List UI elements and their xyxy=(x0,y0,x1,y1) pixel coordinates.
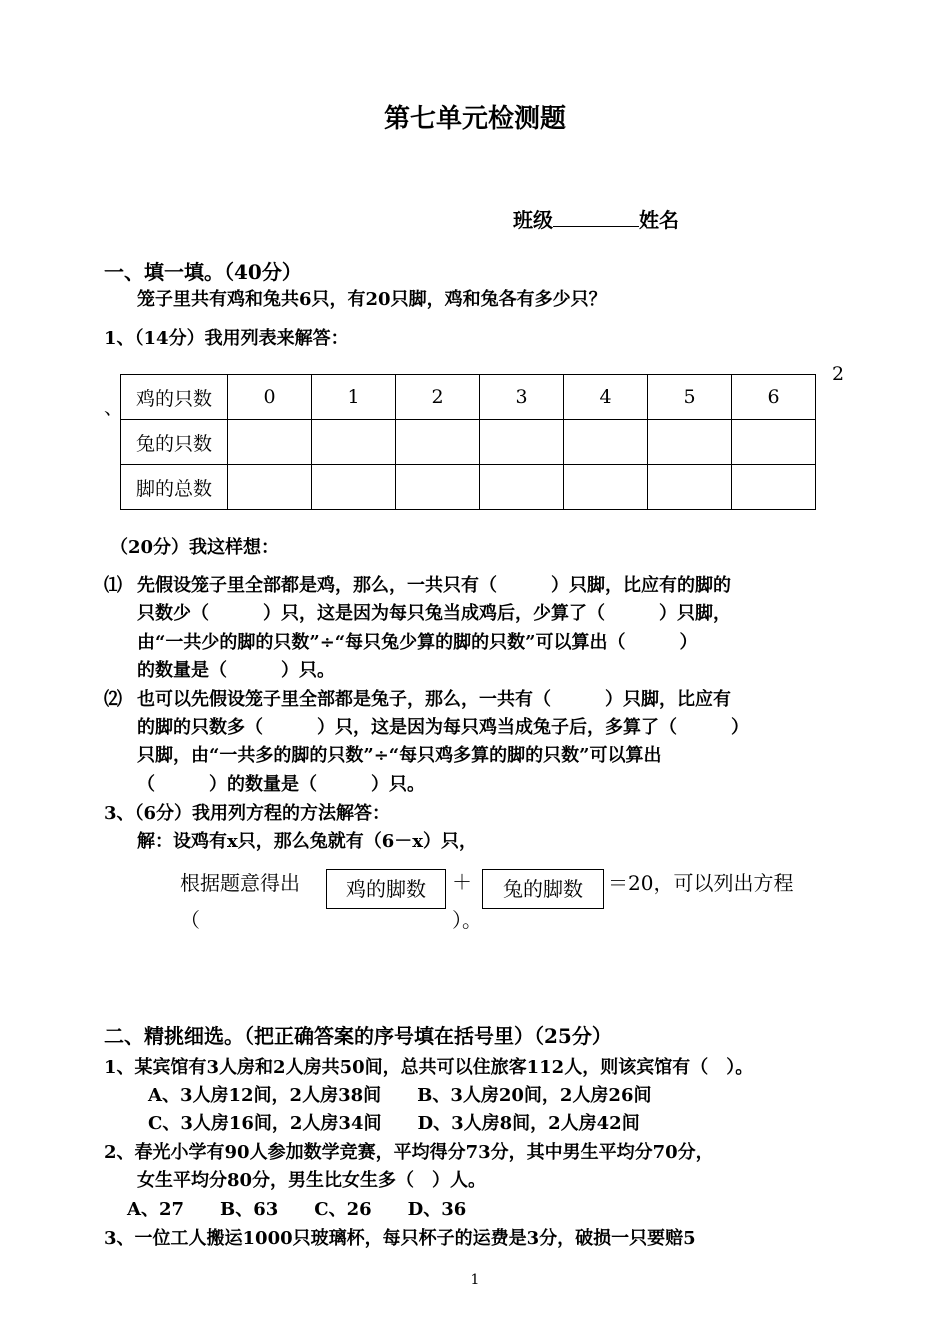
table-row xyxy=(121,465,816,510)
page-title: 第七单元检测题 xyxy=(383,104,566,134)
answer-cell[interactable] xyxy=(396,465,480,510)
name-label: 姓名 xyxy=(639,208,679,232)
class-label: 班级 xyxy=(513,208,553,232)
plus-sign: ＋ xyxy=(452,870,472,894)
row-label: 兔的只数 xyxy=(121,420,228,465)
s2-q1-options-a-b: A、3人房12间，2人房38间 B、3人房20间，2人房26间 xyxy=(148,1085,652,1106)
table-row xyxy=(121,375,816,420)
answer-cell[interactable] xyxy=(732,420,816,465)
answer-cell[interactable] xyxy=(564,465,648,510)
answer-cell[interactable] xyxy=(312,420,396,465)
answer-cell[interactable] xyxy=(396,420,480,465)
table-cell: 4 xyxy=(564,375,648,420)
answer-cell[interactable] xyxy=(648,465,732,510)
p2-line: 只脚，由“一共多的脚的只数”÷“每只鸡多算的脚的只数”可以算出 xyxy=(137,745,662,766)
chicken-rabbit-table xyxy=(120,374,816,510)
answer-cell[interactable] xyxy=(480,465,564,510)
equation-suffix: ＝20，可以列出方程 xyxy=(608,871,794,895)
answer-cell[interactable] xyxy=(480,420,564,465)
s2-q2-line2: 女生平均分80分，男生比女生多（ ）人。 xyxy=(137,1170,487,1191)
p1-line: 由“一共少的脚的只数”÷“每只兔少算的脚的只数”可以算出（ ） xyxy=(137,632,698,653)
p1-marker: ⑴ xyxy=(104,575,122,596)
row-label: 鸡的只数 xyxy=(121,375,228,420)
row-label: 脚的总数 xyxy=(121,465,228,510)
p2-line: （ ）的数量是（ ）只。 xyxy=(137,774,425,795)
p1-line: 的数量是（ ）只。 xyxy=(137,660,335,681)
answer-cell[interactable] xyxy=(564,420,648,465)
s2-q3-line1: 3、一位工人搬运1000只玻璃杯，每只杯子的运费是3分，破损一只要赔5 xyxy=(104,1228,696,1249)
rabbit-feet-box: 兔的脚数 xyxy=(482,869,604,909)
problem-statement: 笼子里共有鸡和兔共6只，有20只脚，鸡和兔各有多少只？ xyxy=(137,289,607,310)
answer-cell[interactable] xyxy=(648,420,732,465)
s2-q2-options: A、27 B、63 C、26 D、36 xyxy=(127,1199,467,1220)
answer-cell[interactable] xyxy=(228,465,312,510)
equation-prefix: 根据题意得出 xyxy=(180,871,300,895)
table-cell: 1 xyxy=(312,375,396,420)
q1-label: 1、（14分）我用列表来解答： xyxy=(104,328,349,349)
s2-q2-line1: 2、春光小学有90人参加数学竞赛，平均得分73分，其中男生平均分70分， xyxy=(104,1142,714,1163)
s2-q1-options-c-d: C、3人房16间，2人房34间 D、3人房8间，2人房42间 xyxy=(148,1113,640,1134)
answer-cell[interactable] xyxy=(732,465,816,510)
table-cell: 5 xyxy=(648,375,732,420)
q3-solution: 解：设鸡有x只，那么兔就有（6－x）只， xyxy=(137,831,477,852)
page-number: 1 xyxy=(470,1272,480,1288)
paren-close: ）。 xyxy=(452,908,482,932)
p1-line: 先假设笼子里全部都是鸡，那么，一共只有（ ）只脚，比应有的脚的 xyxy=(137,575,731,596)
class-name-line xyxy=(513,204,679,233)
s2-q1: 1、某宾馆有3人房和2人房共50间，总共可以住旅客112人，则该宾馆有（ ）。 xyxy=(104,1057,754,1078)
paren-open: （ xyxy=(180,908,200,932)
p1-line: 只数少（ ）只，这是因为每只兔当成鸡后，少算了（ ）只脚， xyxy=(137,603,731,624)
q2-number-dot: 、 xyxy=(104,397,124,419)
answer-cell[interactable] xyxy=(312,465,396,510)
table-cell: 0 xyxy=(228,375,312,420)
q3-label: 3、（6分）我用列方程的方法解答： xyxy=(104,803,391,824)
table-cell: 3 xyxy=(480,375,564,420)
table-row xyxy=(121,420,816,465)
table-cell: 2 xyxy=(396,375,480,420)
chicken-feet-box: 鸡的脚数 xyxy=(326,869,446,909)
section2-heading: 二、精挑细选。（把正确答案的序号填在括号里）（25分） xyxy=(104,1024,612,1048)
p2-marker: ⑵ xyxy=(104,689,122,710)
p2-line: 的脚的只数多（ ）只，这是因为每只鸡当成兔子后，多算了（ ） xyxy=(137,717,749,738)
p2-line: 也可以先假设笼子里全部都是兔子，那么，一共有（ ）只脚，比应有 xyxy=(137,689,731,710)
section1-heading: 一、填一填。（40分） xyxy=(104,260,302,284)
q2-number-fragment: 2 xyxy=(832,363,845,385)
class-blank[interactable] xyxy=(553,208,639,227)
q2-heading: （20分）我这样想： xyxy=(110,537,280,558)
table-cell: 6 xyxy=(732,375,816,420)
answer-cell[interactable] xyxy=(228,420,312,465)
